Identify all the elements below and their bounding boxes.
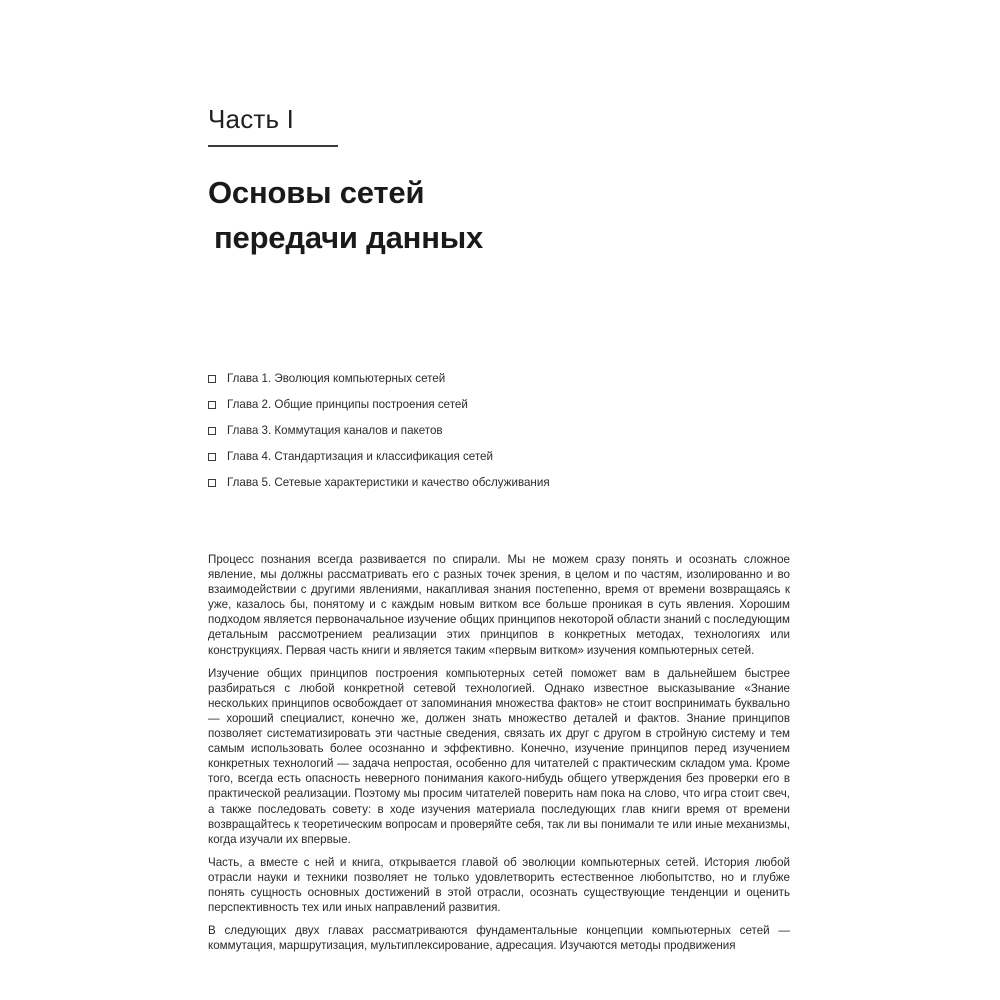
chapter-label: Глава 5. Сетевые характеристики и качество обслуживания [227, 476, 550, 489]
chapter-list [208, 260, 790, 490]
list-item[interactable] [208, 398, 790, 412]
page-content-column [208, 0, 790, 953]
paragraph: Часть, а вместе с ней и книга, открывается главой об эволюции компьютерных сетей. История любой отрасли науки и техники позволяет не только удовлетворить естественное любопытство, но и глубже понять сущность основных достижений в этой отрасли, осознать существующие тенденции и оценить перспективность тех или иных направлений развития. [208, 855, 790, 915]
part-label: Часть I [208, 104, 295, 134]
paragraph: Изучение общих принципов построения компьютерных сетей поможет вам в дальнейшем быстрее разбираться с любой конкретной сетевой технологией. Однако известное высказывание «Знание нескольких принципов освобождает от запоминания множества фактов» не стоит воспринимать буквально — хороший специалист, конечно же, должен знать множество деталей и фактов. Знание принципов позволяет систематизировать эти частные сведения, связать их друг с другом в стройную систему и тем самым использовать более осознанно и эффективно. Конечно, изучение принципов перед изучением конкретных технологий — задача непростая, особенно для читателей с практическим складом ума. Кроме того, всегда есть опасность неверного понимания какого-нибудь общего утверждения без проверки его в практической реализации. Поэтому мы просим читателей поверить нам пока на слово, что игра стоит свеч, а также последовать совету: в ходе изучения материала последующих глав книги время от времени возвращайтесь к теоретическим вопросам и проверяйте себя, так ли вы понимали те или иные механизмы, когда изучали их впервые. [208, 666, 790, 846]
list-item[interactable] [208, 450, 790, 464]
chapter-label: Глава 1. Эволюция компьютерных сетей [227, 372, 446, 385]
list-item[interactable] [208, 476, 790, 490]
chapter-label: Глава 4. Стандартизация и классификация сетей [227, 450, 493, 463]
chapter-label: Глава 3. Коммутация каналов и пакетов [227, 424, 443, 437]
square-bullet-icon [208, 453, 216, 461]
list-item[interactable] [208, 372, 790, 386]
chapter-label: Глава 2. Общие принципы построения сетей [227, 398, 468, 411]
square-bullet-icon [208, 401, 216, 409]
body-text [208, 490, 790, 953]
square-bullet-icon [208, 479, 216, 487]
square-bullet-icon [208, 427, 216, 435]
paragraph: В следующих двух главах рассматриваются фундаментальные концепции компьютерных сетей — коммутация, маршрутизация, мультиплексирование, адресация. Изучаются методы продвижения [208, 924, 790, 953]
page-title-line-1: Основы сетей [208, 175, 425, 210]
page-title-line-2: передачи данных [214, 220, 484, 255]
square-bullet-icon [208, 375, 216, 383]
paragraph: Процесс познания всегда развивается по спирали. Мы не можем сразу понять и осознать сложное явление, мы должны рассматривать его с разных точек зрения, в целом и по частям, изолированно и во взаимодействии с другими явлениями, накапливая знания постепенно, время от времени возвращаясь к уже, казалось бы, понятому и с каждым новым витком все больше проникая в суть явления. Хорошим подходом является первоначальное изучение общих принципов некоторой области знаний с последующим детальным рассмотрением реализации этих принципов в конкретных методах, технологиях или конструкциях. Первая часть книги и является таким «первым витком» изучения компьютерных сетей. [208, 553, 790, 657]
page-title [208, 147, 790, 260]
list-item[interactable] [208, 424, 790, 438]
